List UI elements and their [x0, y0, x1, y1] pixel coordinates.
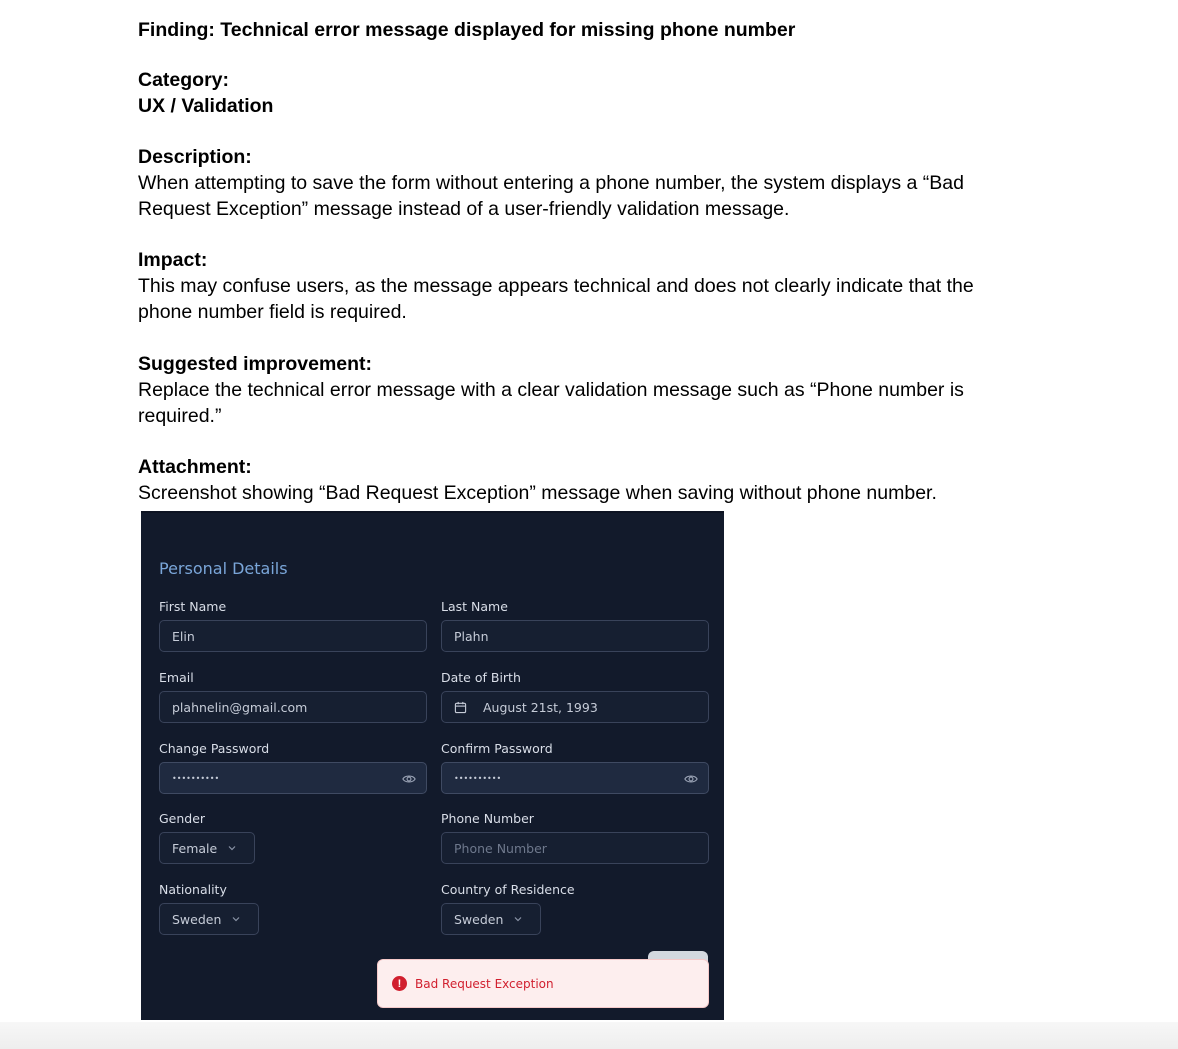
chevron-down-icon [227, 843, 237, 853]
last-name-label: Last Name [441, 599, 508, 614]
change-password-input[interactable] [159, 762, 427, 794]
suggested-section [138, 351, 1018, 429]
nationality-value: Sweden [172, 911, 222, 927]
suggested-heading: Suggested improvement: [138, 353, 373, 375]
category-heading: Category: [138, 69, 230, 91]
gender-value: Female [172, 840, 218, 856]
country-label: Country of Residence [441, 882, 575, 897]
attached-screenshot [141, 511, 724, 1020]
email-input[interactable] [159, 691, 427, 723]
dob-value: August 21st, 1993 [483, 699, 598, 715]
impact-section [138, 247, 1018, 325]
confirm-password-input[interactable] [441, 762, 709, 794]
dob-picker[interactable] [441, 691, 709, 723]
last-name-value: Plahn [454, 628, 489, 644]
attachment-text: Screenshot showing “Bad Request Exception” message when saving without phone number. [138, 482, 937, 504]
confirm-password-value: •••••••••• [454, 773, 502, 783]
attachment-section [138, 454, 1018, 506]
bottom-bar [0, 1022, 1178, 1049]
phone-label: Phone Number [441, 811, 534, 826]
dob-label: Date of Birth [441, 670, 521, 685]
description-heading: Description: [138, 146, 252, 168]
error-icon: ! [392, 976, 407, 991]
section-title: Personal Details [159, 559, 288, 578]
email-value: plahnelin@gmail.com [172, 699, 308, 715]
phone-input[interactable] [441, 832, 709, 864]
calendar-icon [454, 701, 467, 714]
nationality-select[interactable] [159, 903, 259, 935]
error-toast [377, 959, 709, 1008]
description-line-2: Request Exception” message instead of a user-friendly validation message. [138, 198, 790, 220]
impact-line-1: This may confuse users, as the message appears technical and does not clearly indicate that the [138, 275, 974, 297]
description-section [138, 144, 1018, 222]
chevron-down-icon [231, 914, 241, 924]
finding-title: Finding: Technical error message displayed for missing phone number [138, 19, 796, 41]
nationality-label: Nationality [159, 882, 227, 897]
gender-select[interactable] [159, 832, 255, 864]
email-label: Email [159, 670, 194, 685]
country-select[interactable] [441, 903, 541, 935]
toast-message: Bad Request Exception [415, 976, 554, 991]
impact-heading: Impact: [138, 249, 208, 271]
gender-label: Gender [159, 811, 206, 826]
first-name-label: First Name [159, 599, 227, 614]
change-password-value: •••••••••• [172, 773, 220, 783]
eye-icon[interactable] [684, 772, 698, 786]
chevron-down-icon [513, 914, 523, 924]
suggested-line-2: required.” [138, 405, 222, 427]
change-password-label: Change Password [159, 741, 270, 756]
category-section [138, 67, 1018, 119]
category-value: UX / Validation [138, 95, 274, 117]
impact-line-2: phone number field is required. [138, 301, 407, 323]
last-name-input[interactable] [441, 620, 709, 652]
first-name-input[interactable] [159, 620, 427, 652]
eye-icon[interactable] [402, 772, 416, 786]
description-line-1: When attempting to save the form without entering a phone number, the system displays a “Bad [138, 172, 964, 194]
confirm-password-label: Confirm Password [441, 741, 553, 756]
phone-placeholder: Phone Number [454, 840, 547, 856]
attachment-heading: Attachment: [138, 456, 252, 478]
suggested-line-1: Replace the technical error message with a clear validation message such as “Phone number is [138, 379, 964, 401]
first-name-value: Elin [172, 628, 195, 644]
country-value: Sweden [454, 911, 504, 927]
